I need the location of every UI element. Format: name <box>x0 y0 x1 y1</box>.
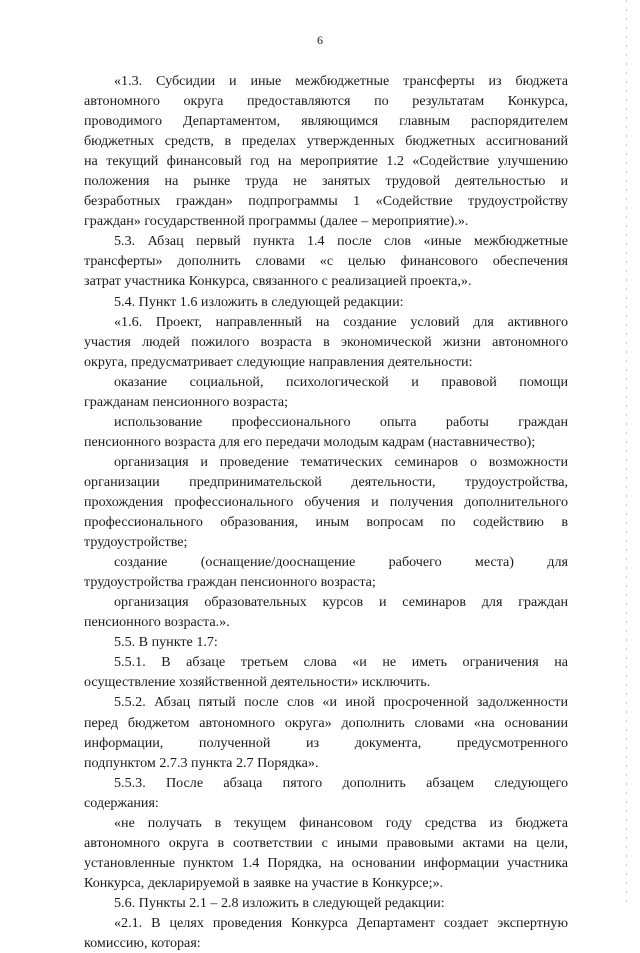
text-line: 5.5.1. В абзаце третьем слова «и не иметь ограничения на <box>114 654 568 671</box>
text-line: проводимого Департаментом, являющимся главным распорядителем <box>84 113 568 130</box>
text-line: «1.6. Проект, направленный на создание условий для активного <box>114 313 568 330</box>
document-body <box>84 71 568 953</box>
text-line: «1.3. Субсидии и иные межбюджетные трансферты из бюджета <box>114 73 568 89</box>
text-line: комиссию, которая: <box>84 935 201 952</box>
text-line: округа, предусматривает следующие направления деятельности: <box>84 353 473 370</box>
text-line: бюджетных средств, в пределах утвержденных бюджетных ассигнований <box>84 133 568 150</box>
text-line: организации предпринимательской деятельности, трудоустройства, <box>84 473 568 490</box>
text-line: 5.3. Абзац первый пункта 1.4 после слов «иные межбюджетные <box>114 233 568 250</box>
text-line: трудоустройства граждан пенсионного возраста; <box>84 574 376 591</box>
text-line: граждан» государственной программы (далее – мероприятие).». <box>84 213 469 230</box>
text-line: пенсионного возраста для его передачи молодым кадрам (наставничество); <box>84 433 536 450</box>
text-line: затрат участника Конкурса, связанного с реализацией проекта,». <box>84 273 472 290</box>
text-line: на текущий финансовый год на мероприятие 1.2 «Содействие улучшению <box>84 153 568 170</box>
text-line: оказание социальной, психологической и правовой помощи <box>114 373 568 390</box>
text-line: положения на рынке труда не занятых трудовой деятельностью и <box>84 173 568 190</box>
text-line: «не получать в текущем финансовом году средства из бюджета <box>114 814 568 831</box>
text-line: 5.5. В пункте 1.7: <box>114 634 218 651</box>
text-line: безработных граждан» подпрограммы 1 «Содействие трудоустройству <box>84 193 568 210</box>
text-line: пенсионного возраста.». <box>84 614 230 631</box>
text-line: гражданам пенсионного возраста; <box>84 393 289 410</box>
text-line: участия людей пожилого возраста в экономической жизни автономного <box>84 333 568 350</box>
text-line: автономного округа в соответствии с иными правовыми актами на цели, <box>84 834 568 851</box>
text-line: прохождения профессионального обучения и получения дополнительного <box>84 493 568 510</box>
text-line: «2.1. В целях проведения Конкурса Департамент создает экспертную <box>114 914 568 931</box>
text-line: профессионального образования, иным вопросам по содействию в <box>84 514 568 531</box>
text-line: 5.5.3. После абзаца пятого дополнить абзацем следующего <box>114 774 568 791</box>
scan-edge-mark <box>626 0 627 905</box>
text-line: Конкурса, декларируемой в заявке на участие в Конкурсе;». <box>84 874 444 891</box>
page-number: 6 <box>317 33 323 47</box>
text-line: автономного округа предоставляются по результатам Конкурса, <box>84 93 568 110</box>
text-line: установленные пунктом 1.4 Порядка, на основании информации участника <box>84 854 568 871</box>
text-line: трансферты» дополнить словами «с целью финансового обеспечения <box>84 253 568 270</box>
text-line: организация и проведение тематических семинаров о возможности <box>114 453 568 470</box>
text-line: осуществление хозяйственной деятельности» исключить. <box>84 674 431 691</box>
text-line: трудоустройстве; <box>84 534 188 551</box>
text-line: создание (оснащение/дооснащение рабочего места) для <box>114 554 568 571</box>
text-line: 5.4. Пункт 1.6 изложить в следующей редакции: <box>114 293 404 310</box>
text-line: содержания: <box>84 794 159 811</box>
text-line: 5.6. Пункты 2.1 – 2.8 изложить в следующей редакции: <box>114 894 445 911</box>
text-line: организация образовательных курсов и семинаров для граждан <box>114 594 568 611</box>
text-line: подпунктом 2.7.3 пункта 2.7 Порядка». <box>84 754 319 771</box>
text-line: информации, полученной из документа, предусмотренного <box>84 734 568 751</box>
text-line: перед бюджетом автономного округа» дополнить словами «на основании <box>84 714 568 731</box>
text-line: 5.5.2. Абзац пятый после слов «и иной просроченной задолженности <box>114 694 568 711</box>
text-line: использование профессионального опыта работы граждан <box>114 413 568 430</box>
